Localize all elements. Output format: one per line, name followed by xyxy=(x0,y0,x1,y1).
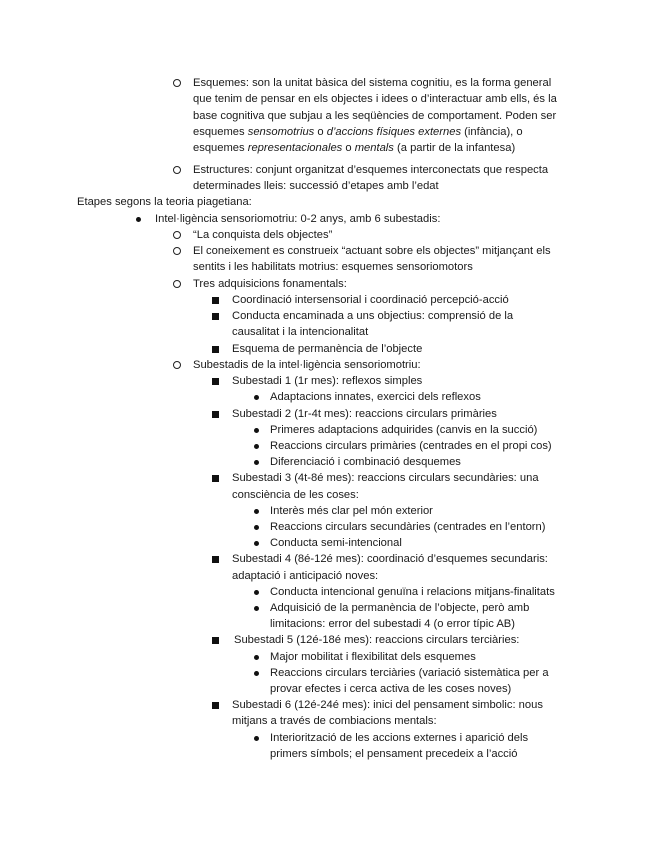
text-line: Subestadis de la intel·ligència sensoriomotriu: xyxy=(193,359,421,371)
italic-term: sensomotrius xyxy=(247,126,315,138)
italic-term: mentals xyxy=(354,142,394,154)
italic-term: d’accions físiques externes xyxy=(326,126,462,138)
text-run: o xyxy=(314,126,327,138)
text-line: Esquemes: son la unitat bàsica del sistema cognitiu, es la forma general xyxy=(193,77,552,89)
text-line: consciència de les coses: xyxy=(232,489,359,501)
text-run: o xyxy=(342,142,355,154)
text-line: Estructures: conjunt organitzat d’esquemes interconectats que respecta xyxy=(193,164,549,176)
text-line: provar efectes i cerca activa de les coses noves) xyxy=(270,683,512,695)
text-line: Diferenciació i combinació desquemes xyxy=(270,456,461,468)
text-line: que tenim de pensar en els objectes i idees o d’interactuar amb ells, és la xyxy=(193,93,557,105)
text-line: Intel·ligència sensoriomotriu: 0-2 anys, amb 6 subestadis: xyxy=(155,213,441,225)
text-line: adaptació i anticipació noves: xyxy=(232,570,379,582)
text-run: esquemes xyxy=(193,142,248,154)
text-line: Subestadi 3 (4t-8é mes): reaccions circulars secundàries: una xyxy=(232,472,539,484)
text-line: base cognitiva que subjau a les seqüències de comportament. Poden ser xyxy=(193,110,557,122)
text-line: Subestadi 4 (8é-12é mes): coordinació d’esquemes secundaris: xyxy=(232,553,548,565)
text-line xyxy=(193,140,515,156)
text-line: Esquema de permanència de l’objecte xyxy=(232,343,423,355)
italic-term: representacionales xyxy=(247,142,343,154)
text-line: Reaccions circulars primàries (centrades en el propi cos) xyxy=(270,440,552,452)
text-line: sentits i les habilitats motrius: esquemes sensoriomotors xyxy=(193,261,473,273)
text-run: esquemes xyxy=(193,126,248,138)
text-line: Subestadi 5 (12é-18é mes): reaccions circulars terciàries: xyxy=(234,634,520,646)
text-line xyxy=(193,124,523,140)
text-run: (a partir de la infantesa) xyxy=(393,142,516,154)
text-line: Conducta encaminada a uns objectius: comprensió de la xyxy=(232,310,514,322)
text-line: determinades lleis: successió d’etapes amb l’edat xyxy=(193,180,439,192)
text-line: causalitat i la intencionalitat xyxy=(232,326,369,338)
text-line: mitjans a través de combiacions mentals: xyxy=(232,715,437,727)
text-run: (infància), o xyxy=(461,126,523,138)
text-line: Reaccions circulars terciàries (variació sistemàtica per a xyxy=(270,667,549,679)
text-line: Subestadi 6 (12é-24é mes): inici del pensament simbolic: nous xyxy=(232,699,543,711)
text-line: Subestadi 2 (1r-4t mes): reaccions circulars primàries xyxy=(232,408,497,420)
text-line: Tres adquisicions fonamentals: xyxy=(193,278,347,290)
text-line: Interiorització de les accions externes i aparició dels xyxy=(270,732,529,744)
text-line: Major mobilitat i flexibilitat dels esquemes xyxy=(270,651,476,663)
text-line: Primeres adaptacions adquirides (canvis en la succió) xyxy=(270,424,538,436)
text-line: Adquisició de la permanència de l’objecte, però amb xyxy=(270,602,530,614)
text-line: Interès més clar pel món exterior xyxy=(270,505,433,517)
text-line: Reaccions circulars secundàries (centrades en l’entorn) xyxy=(270,521,546,533)
text-line: “La conquista dels objectes” xyxy=(193,229,333,241)
section-heading: Etapes segons la teoria piagetiana: xyxy=(77,196,252,208)
text-line: Adaptacions innates, exercici dels reflexos xyxy=(270,391,481,403)
text-line: Subestadi 1 (1r mes): reflexos simples xyxy=(232,375,423,387)
text-line: Coordinació intersensorial i coordinació percepció-acció xyxy=(232,294,509,306)
text-line: primers símbols; el pensament precedeix a l’acció xyxy=(270,748,518,760)
text-line: limitacions: error del subestadi 4 (o error típic AB) xyxy=(270,618,515,630)
text-line: Conducta semi-intencional xyxy=(270,537,402,549)
text-line: Conducta intencional genuïna i relacions mitjans-finalitats xyxy=(270,586,555,598)
text-line: El coneixement es construeix “actuant sobre els objectes” mitjançant els xyxy=(193,245,551,257)
